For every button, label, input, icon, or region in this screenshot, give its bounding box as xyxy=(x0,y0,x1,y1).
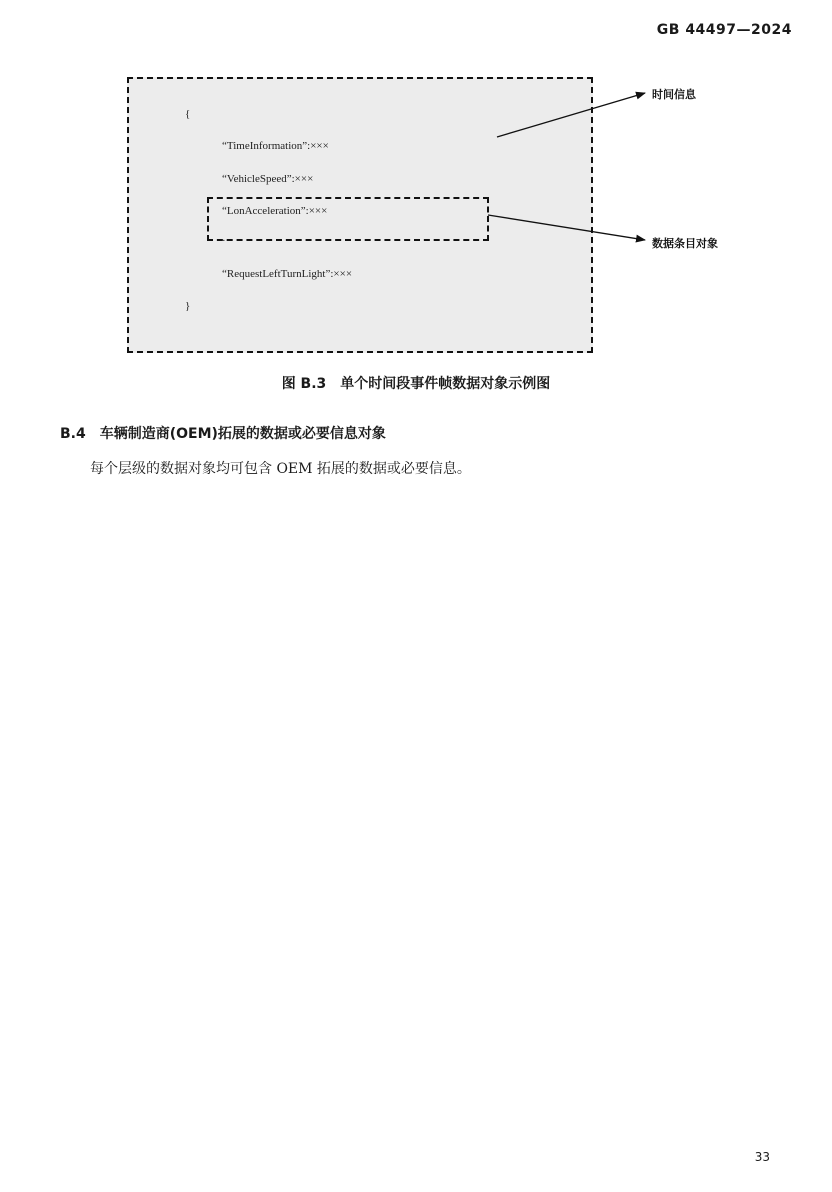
code-vehicle-speed: “VehicleSpeed”:××× xyxy=(222,173,314,185)
callout-data-entry-object: 数据条目对象 xyxy=(652,237,718,250)
code-request-left-turn-light: “RequestLeftTurnLight”:××× xyxy=(222,268,353,280)
data-entry-highlight-box xyxy=(207,197,489,241)
section-title: 车辆制造商(OEM)拓展的数据或必要信息对象 xyxy=(99,426,386,442)
code-time-information: “TimeInformation”:××× xyxy=(222,140,329,152)
code-open-brace: { xyxy=(185,108,191,120)
figure-caption: 图 B.3 单个时间段事件帧数据对象示例图 xyxy=(281,376,551,392)
page-number: 33 xyxy=(754,1150,770,1164)
section-number: B.4 xyxy=(60,426,86,442)
standard-code: GB 44497—2024 xyxy=(656,22,792,38)
section-heading xyxy=(60,423,386,443)
code-ellipsis: … xyxy=(222,232,233,244)
code-lon-acceleration: “LonAcceleration”:××× xyxy=(222,205,328,217)
callout-time-info: 时间信息 xyxy=(652,88,696,101)
section-paragraph: 每个层级的数据对象均可包含 OEM 拓展的数据或必要信息。 xyxy=(90,461,471,477)
code-close-brace: } xyxy=(185,300,191,312)
